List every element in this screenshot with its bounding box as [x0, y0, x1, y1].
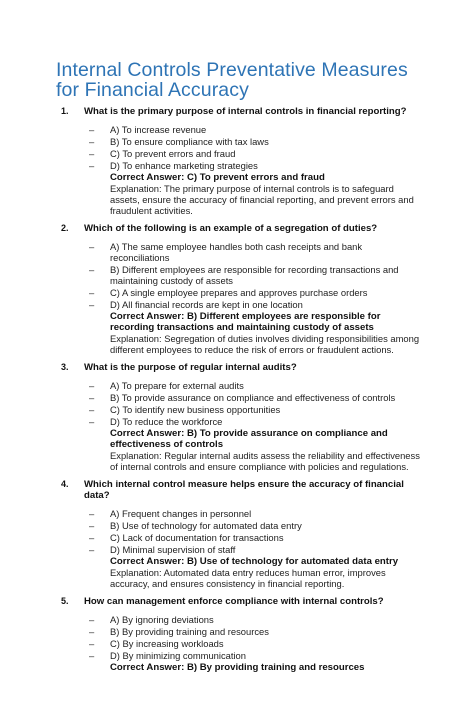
question-item [56, 106, 424, 216]
question-item [56, 223, 424, 355]
answer-option-label: A) To increase revenue [110, 124, 207, 135]
question-number: 4. [61, 479, 69, 489]
explanation: Explanation: Automated data entry reduces human error, improves accuracy, and ensures consistency in financial reporting. [110, 567, 386, 589]
answer-option [84, 160, 424, 171]
answer-option-label: C) A single employee prepares and approves purchase orders [110, 287, 368, 298]
answer-option-label: D) By minimizing communication [110, 650, 246, 661]
bullet-dash: – [89, 532, 95, 543]
document-title: Internal Controls Preventative Measures for Financial Accuracy [56, 59, 408, 101]
answer-option-label: D) All financial records are kept in one location [110, 299, 303, 310]
answer-option [84, 148, 424, 159]
answer-option [84, 626, 424, 637]
bullet-dash: – [89, 299, 95, 310]
answer-option [84, 136, 424, 147]
question-text: Which internal control measure helps ensure the accuracy of financial data? [84, 479, 404, 501]
bullet-dash: – [89, 416, 95, 427]
answer-option [84, 532, 424, 543]
answer-option [84, 650, 424, 661]
answer-option-label: C) To prevent errors and fraud [110, 148, 236, 159]
correct-answer: Correct Answer: B) By providing training and resources [110, 662, 365, 673]
answer-option-label: B) Different employees are responsible for recording transactions and maintaining custody of assets [110, 264, 399, 286]
answer-option-label: A) To prepare for external audits [110, 380, 244, 391]
answer-option-label: A) The same employee handles both cash receipts and bank reconciliations [110, 241, 363, 263]
answer-option-label: D) To enhance marketing strategies [110, 160, 258, 171]
question-number: 5. [61, 596, 69, 606]
question-number: 2. [61, 223, 69, 233]
correct-answer: Correct Answer: C) To prevent errors and fraud [110, 172, 325, 183]
bullet-dash: – [89, 380, 95, 391]
answer-option [84, 544, 424, 555]
question-number: 3. [61, 362, 69, 372]
bullet-dash: – [89, 650, 95, 661]
question-list [56, 106, 424, 673]
answer-option [84, 299, 424, 310]
question-item [56, 479, 424, 589]
answer-option-label: A) By ignoring deviations [110, 614, 214, 625]
answer-option-label: B) Use of technology for automated data entry [110, 520, 302, 531]
answer-option [84, 614, 424, 625]
answer-option [84, 520, 424, 531]
answer-option-label: B) To ensure compliance with tax laws [110, 136, 269, 147]
answer-option [84, 508, 424, 519]
bullet-dash: – [89, 264, 95, 275]
bullet-dash: – [89, 508, 95, 519]
answer-option-label: C) By increasing workloads [110, 638, 224, 649]
answer-option [84, 287, 424, 298]
bullet-dash: – [89, 638, 95, 649]
bullet-dash: – [89, 404, 95, 415]
answer-option-label: C) Lack of documentation for transactions [110, 532, 284, 543]
explanation: Explanation: Segregation of duties involves dividing responsibilities among different employees to reduce the risk of errors or fraudulent actions. [110, 333, 420, 355]
question-text: How can management enforce compliance with internal controls? [84, 596, 384, 607]
answer-option [84, 392, 424, 403]
answer-option [84, 380, 424, 391]
bullet-dash: – [89, 392, 95, 403]
correct-answer: Correct Answer: B) Use of technology for automated data entry [110, 556, 399, 567]
bullet-dash: – [89, 626, 95, 637]
correct-answer: Correct Answer: B) Different employees are responsible for recording transactions and maintaining custody of assets [110, 311, 381, 333]
bullet-dash: – [89, 136, 95, 147]
answer-option-label: A) Frequent changes in personnel [110, 508, 252, 519]
question-text: Which of the following is an example of a segregation of duties? [84, 223, 378, 234]
answer-option-label: C) To identify new business opportunities [110, 404, 281, 415]
answer-option-label: B) By providing training and resources [110, 626, 269, 637]
bullet-dash: – [89, 148, 95, 159]
answer-option [84, 638, 424, 649]
correct-answer: Correct Answer: B) To provide assurance on compliance and effectiveness of controls [110, 428, 388, 450]
bullet-dash: – [89, 241, 95, 252]
bullet-dash: – [89, 614, 95, 625]
question-item [56, 362, 424, 472]
bullet-dash: – [89, 520, 95, 531]
question-item [56, 596, 424, 673]
question-text: What is the purpose of regular internal audits? [84, 362, 297, 373]
answer-option [84, 404, 424, 415]
explanation: Explanation: The primary purpose of internal controls is to safeguard assets, ensure the accuracy of financial reporting, and prevent errors and fraudulent activities. [110, 183, 414, 216]
bullet-dash: – [89, 160, 95, 171]
answer-option [84, 241, 424, 263]
question-number: 1. [61, 106, 69, 116]
bullet-dash: – [89, 287, 95, 298]
answer-option [84, 264, 424, 286]
answer-option-label: D) To reduce the workforce [110, 416, 223, 427]
answer-option [84, 124, 424, 135]
explanation: Explanation: Regular internal audits assess the reliability and effectiveness of internal controls and ensure compliance with policies and regulations. [110, 450, 420, 472]
bullet-dash: – [89, 124, 95, 135]
answer-option-label: D) Minimal supervision of staff [110, 544, 236, 555]
bullet-dash: – [89, 544, 95, 555]
answer-option [84, 416, 424, 427]
answer-option-label: B) To provide assurance on compliance and effectiveness of controls [110, 392, 396, 403]
question-text: What is the primary purpose of internal controls in financial reporting? [84, 106, 407, 117]
